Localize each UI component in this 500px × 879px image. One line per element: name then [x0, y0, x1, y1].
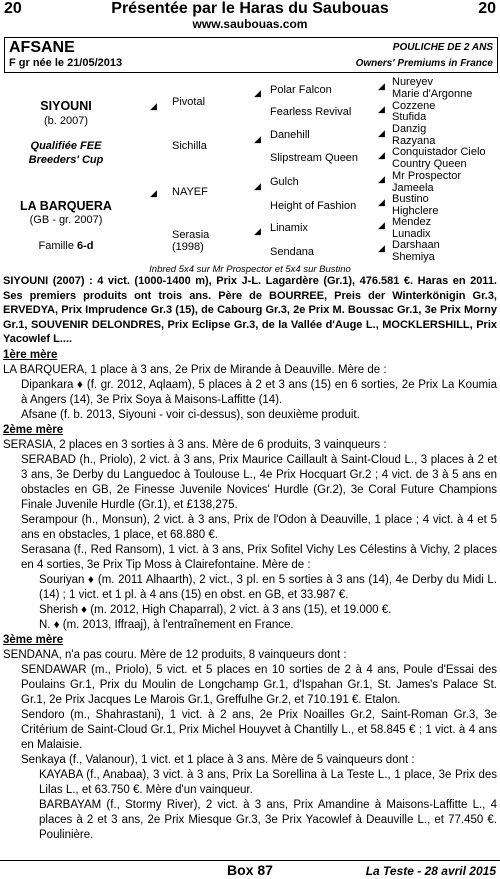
pedigree-gen3-8: Sendana: [270, 246, 315, 258]
second-dam-produce-3: Serasana (f., Red Ransom), 1 vict. à 3 ans, Prix Sofitel Vichy Les Célestins à Vichy, 2 places en 4 sorties, 3e Prix Tip Moss à Clairefontaine. Mère de :: [21, 544, 497, 571]
pedigree-gen4-5: Danzig: [392, 123, 427, 135]
section-third-dam: 3ème mère: [3, 634, 64, 646]
dam-famille: [6, 240, 126, 252]
pedigree-gen4-8: Country Queen: [392, 158, 467, 170]
sire-info: (b. 2007): [43, 115, 89, 127]
sale-location-date: La Teste - 28 avril 2015: [365, 864, 496, 878]
second-dam-produce-1: SERABAD (h., Priolo), 2 vict. à 3 ans, Prix Maurice Caillault à Saint-Cloud L., 3 places à 2 et 3 ans, 3e Derby du Languedoc à Toulouse L., 4e Prix Hocquart Gr.2 ; 4 vict. de 3 à 5 ans en obstacles en GB, 2e Finesse Juvenile Novices' Hurdle (Gr.2), 3e Coral Future Champions Finale Juvenile Hurdle (Gr.1), et £138,275.: [21, 454, 497, 511]
sire-description: SIYOUNI (2007) : 4 vict. (1000-1400 m), Prix J-L. Lagardère (Gr.1), 476.581 €. Haras en 2011. Ses premiers produits ont trois ans. Père de BOURREE, Preis der Winterkönigin Gr.3, ERVEDYA, Prix Imprudence Gr.3 (15), de Cabourg Gr.3, 2e Prix M. Boussac Gr.1, 3e Prix Morny Gr.1, SOUVENIR DELONDRES, Prix Eclipse Gr.3, de la Vallée d'Auge L., MOCKLERSHILL, Prix Yacowlef L....: [3, 275, 497, 346]
horse-sex-age: POULICHE DE 2 ANS: [392, 42, 493, 53]
pedigree-gen4-6: Razyana: [392, 135, 436, 147]
horse-name: AFSANE: [9, 39, 75, 56]
pedigree-gen4-15: Darshaan: [392, 239, 440, 251]
pedigree-gen4-1: Nureyev: [392, 76, 433, 88]
pedigree-bracket-mark: ◢: [254, 134, 261, 144]
pedigree-bracket-mark: ◢: [378, 174, 385, 184]
lot-number-left: 20: [4, 0, 22, 17]
dam-name: LA BARQUERA: [20, 199, 112, 213]
pedigree-bracket-mark: ◢: [378, 128, 385, 138]
second-dam-intro: SERASIA, 2 places en 3 sorties à 3 ans. Mère de 6 produits, 3 vainqueurs :: [3, 439, 387, 451]
pedigree-bracket-mark: ◢: [150, 101, 157, 111]
pedigree-bracket-mark: ◢: [378, 220, 385, 230]
section-first-dam: 1ère mère: [3, 349, 58, 361]
third-dam-produce-1: SENDAWAR (m., Priolo), 5 vict. et 5 places en 10 sorties de 2 à 4 ans, Poule d'Essai des Poulains Gr.1, Prix du Moulin de Longchamp Gr.1, d'Ispahan Gr.1, St. James's Palace St. Gr.1, 2e Prix Jacques Le Marois Gr.1, Greffulhe Gr.2, et 710.191 €. Etalon.: [21, 664, 497, 706]
pedigree-gen4-7: Conquistador Cielo: [392, 146, 486, 158]
horse-race-eligibility: Owners' Premiums in France: [355, 58, 493, 69]
third-dam-produce-2: Sendoro (m., Shahrastani), 1 vict. à 2 ans, 2e Prix Noailles Gr.2, Saint-Roman Gr.3, 3e Critérium de Saint-Cloud Gr.1, Prix Michel Houyvet à Chantilly L., et 58.845 € ; 1 vict. à 4 ans en Malaisie.: [21, 709, 497, 751]
third-dam-intro: SENDANA, n'a pas couru. Mère de 12 produits, 8 vainqueurs dont :: [3, 649, 347, 661]
second-dam-grandproduce-2: Sherish ♦ (m. 2012, High Chaparral), 2 vict. à 3 ans (15), et 19.000 €.: [39, 604, 392, 616]
pedigree-gen4-9: Mr Prospector: [392, 170, 462, 182]
horse-birth: F gr née le 21/05/2013: [9, 57, 123, 69]
sire-note-1: Qualifiée FEE: [30, 140, 102, 152]
second-dam-grandproduce-3: N. ♦ (m. 2013, Iffraaj), à l'entraînement en France.: [39, 619, 294, 631]
box-number: Box 87: [227, 862, 273, 878]
second-dam-produce-2: Serampour (h., Monsun), 2 vict. à 3 ans, Prix de l'Odon à Deauville, 1 place ; 4 vict. à 4 et 5 ans en obstacles, 1 place, et 68.880 €.: [21, 514, 497, 541]
pedigree-gen4-11: Bustino: [392, 193, 429, 205]
pedigree-gen4-10: Jameela: [392, 182, 434, 194]
family-details: [3, 348, 497, 843]
pedigree-bracket-mark: ◢: [150, 188, 157, 198]
inbreeding-note: Inbred 5x4 sur Mr Prospector et 5x4 sur Bustino: [149, 264, 351, 275]
pedigree-gen4-3: Cozzene: [392, 100, 436, 112]
third-dam-grandproduce-2: BARBAYAM (f., Stormy River), 2 vict. à 3 ans, Prix Amandine à Maisons-Laffitte L., 4 places à 2 et 3 ans, 2e Prix Miesque Gr.3, 3e Prix Yacowlef à Deauville L., et 77.450 €. Poulinière.: [39, 799, 497, 841]
sire-note-2: Breeders' Cup: [28, 154, 104, 166]
pedigree-gen3-6: Height of Fashion: [270, 200, 357, 212]
pedigree-table: [0, 76, 500, 264]
famille-label: Famille: [38, 240, 74, 252]
pedigree-bracket-mark: ◢: [254, 88, 261, 98]
pedigree-bracket-mark: ◢: [254, 181, 261, 191]
pedigree-gen3-4: Slipstream Queen: [270, 152, 359, 164]
third-dam-produce-3: Senkaya (f., Valanour), 1 vict. et 1 place à 3 ans. Mère de 5 vainqueurs dont :: [21, 754, 415, 766]
dam-info: (GB - gr. 2007): [29, 214, 103, 226]
pedigree-bracket-mark: ◢: [378, 104, 385, 114]
pedigree-bracket-mark: ◢: [378, 243, 385, 253]
sire-name: SIYOUNI: [40, 99, 92, 113]
website-link[interactable]: www.saubouas.com: [192, 17, 308, 31]
first-dam-intro: LA BARQUERA, 1 place à 3 ans, 2e Prix de Mirande à Deauville. Mère de :: [3, 364, 387, 376]
page-footer: [0, 862, 500, 878]
pedigree-gen4-16: Shemiya: [392, 251, 435, 263]
pedigree-gen3-3: Danehill: [270, 129, 310, 141]
pedigree-gen2-2: Sichilla: [172, 140, 207, 152]
third-dam-grandproduce-1: KAYABA (f., Anabaa), 3 vict. à 3 ans, Prix La Sorellina à La Teste L., 1 place, 3e Prix des Lilas L., et 63.750 €. Mère d'un vainqueur.: [39, 769, 497, 796]
section-second-dam: 2ème mère: [3, 424, 64, 436]
pedigree-gen2-1: Pivotal: [172, 96, 206, 108]
lot-number-right: 20: [478, 0, 496, 17]
first-dam-produce-2: Afsane (f. b. 2013, Siyouni - voir ci-dessus), son deuxième produit.: [21, 409, 360, 421]
pedigree-gen4-2: Marie d'Argonne: [392, 88, 473, 100]
pedigree-gen4-4: Stufida: [392, 111, 427, 123]
second-dam-grandproduce-1: Souriyan ♦ (m. 2011 Alhaarth), 2 vict., 3 pl. en 5 sorties à 3 ans (14), 4e Derby du Midi L. (14) ; 1 vict. et 1 pl. à 4 ans (15) en obst. en GB, et 33.987 €.: [39, 574, 497, 601]
pedigree-gen4-14: Lunadix: [392, 228, 431, 240]
first-dam-produce-1: Dipankara ♦ (f. gr. 2012, Aqlaam), 5 places à 2 et 3 ans (15) en 6 sorties, 2e Prix La Koumia à Angers (14), 3e Prix Soya à Maisons-Laffitte (14).: [21, 379, 497, 406]
pedigree-gen3-5: Gulch: [270, 176, 299, 188]
pedigree-bracket-mark: ◢: [378, 150, 385, 160]
footer-divider: [0, 860, 500, 861]
pedigree-gen3-2: Fearless Revival: [270, 106, 352, 118]
pedigree-gen2-4: Serasia: [172, 229, 210, 241]
pedigree-gen2-3: NAYEF: [172, 186, 208, 198]
pedigree-bracket-mark: ◢: [378, 197, 385, 207]
pedigree-gen2-4-year: (1998): [172, 241, 204, 253]
pedigree-gen3-1: Polar Falcon: [270, 84, 332, 96]
pedigree-gen4-13: Mendez: [392, 216, 432, 228]
page-title: Présentée par le Haras du Saubouas: [111, 0, 389, 17]
pedigree-gen3-7: Linamix: [270, 222, 308, 234]
pedigree-bracket-mark: ◢: [378, 81, 385, 91]
pedigree-gen4-12: Highclere: [392, 205, 439, 217]
famille-value: 6-d: [77, 240, 94, 252]
pedigree-bracket-mark: ◢: [254, 226, 261, 236]
horse-name-box: [4, 37, 498, 73]
